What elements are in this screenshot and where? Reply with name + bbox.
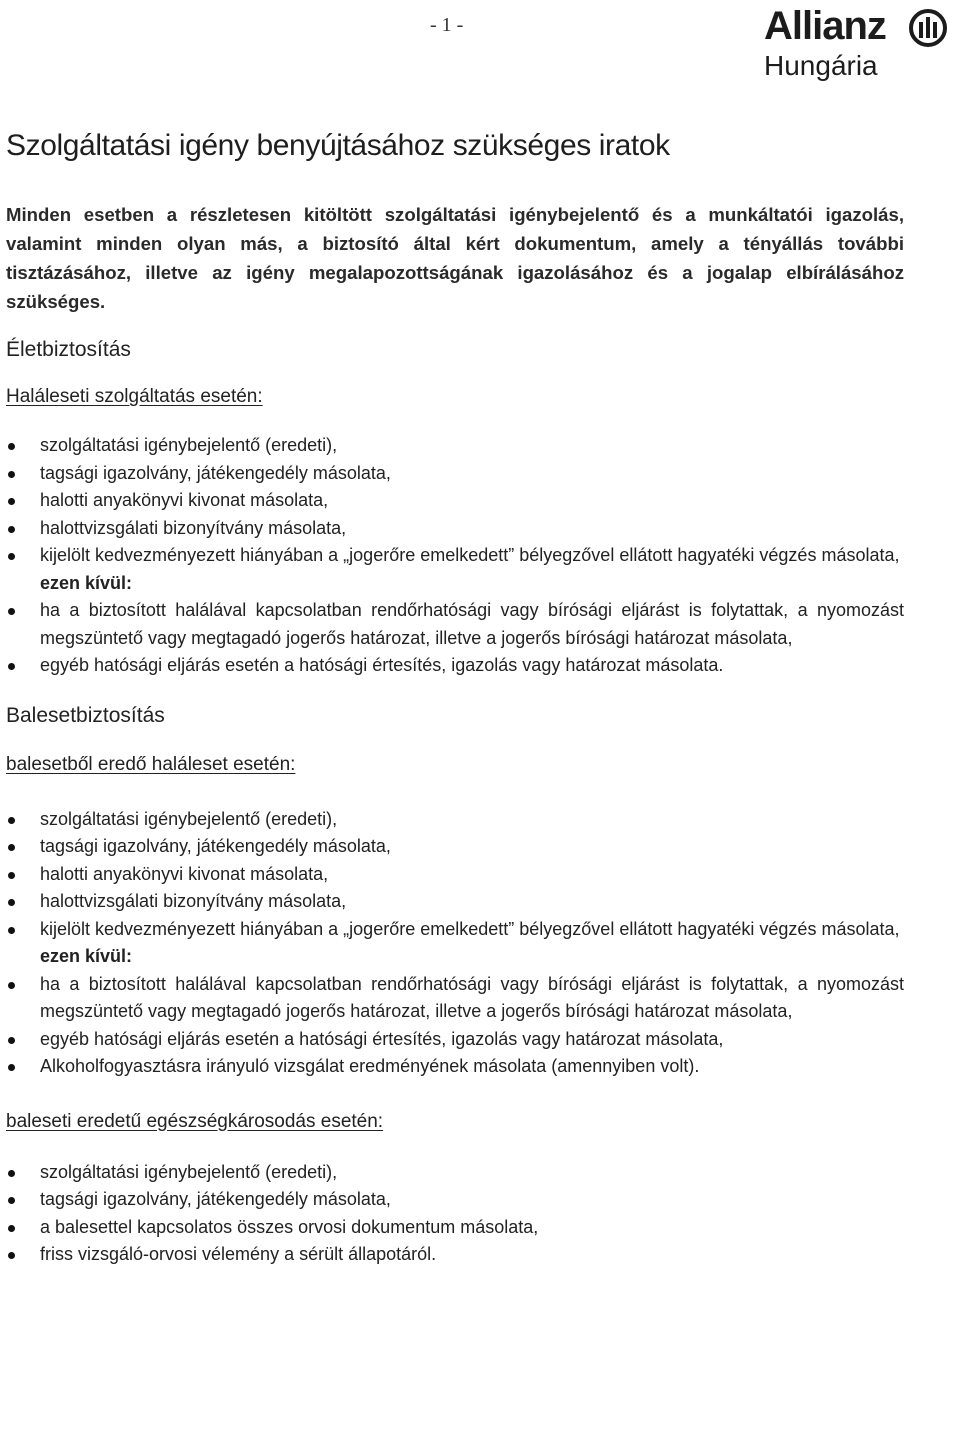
list-item: tagsági igazolvány, játékengedély másolata, bbox=[6, 1186, 904, 1214]
allianz-eagle-icon bbox=[908, 8, 948, 48]
list-item: halotti anyakönyvi kivonat másolata, bbox=[6, 487, 904, 515]
list-item: egyéb hatósági eljárás esetén a hatósági értesítés, igazolás vagy határozat másolata, bbox=[6, 1026, 904, 1054]
page-number: - 1 - bbox=[430, 14, 464, 36]
intro-paragraph: Minden esetben a részletesen kitöltött szolgáltatási igénybejelentő és a munkáltatói igazolás, valamint minden olyan más, a biztosító által kért dokumentum, amely a tényállás további tisztázásához, illetve az igény megalapozottságának igazolásához és a jogalap elbírálásához szükséges. bbox=[6, 204, 904, 312]
allianz-logo bbox=[762, 4, 954, 84]
document-list-egeszsegkarosodas bbox=[6, 1159, 904, 1269]
list-item: ha a biztosított halálával kapcsolatban rendőrhatósági vagy bírósági eljárást is folytattak, a nyomozást megszüntető vagy megtagadó jogerős határozat, illetve a jogerős bírósági határozat másolata, bbox=[6, 597, 904, 652]
list-item: kijelölt kedvezményezett hiányában a „jogerőre emelkedett” bélyegzővel ellátott hagyatéki végzés másolata, bbox=[6, 542, 904, 570]
list-note: ezen kívül: bbox=[40, 946, 133, 966]
subsection-title-baleseti-egeszsegkarosodas: baleseti eredetű egészségkárosodás esetén: bbox=[6, 1110, 384, 1132]
list-item: kijelölt kedvezményezett hiányában a „jogerőre emelkedett” bélyegzővel ellátott hagyatéki végzés másolata, bbox=[6, 916, 904, 944]
list-item: halotti anyakönyvi kivonat másolata, bbox=[6, 861, 904, 889]
logo-subtitle: Hungária bbox=[764, 50, 878, 81]
subsection-title-baleseti-halaleset: balesetből eredő haláleset esetén: bbox=[6, 753, 296, 775]
subsection-title-halaleseti: Haláleseti szolgáltatás esetén: bbox=[6, 386, 263, 407]
document-title: Szolgáltatási igény benyújtásához szükséges iratok bbox=[6, 129, 670, 162]
list-item: halottvizsgálati bizonyítvány másolata, bbox=[6, 888, 904, 916]
list-item: tagsági igazolvány, játékengedély másolata, bbox=[6, 833, 904, 861]
section-title-eletbiztositas: Életbiztosítás bbox=[6, 338, 131, 361]
list-item: halottvizsgálati bizonyítvány másolata, bbox=[6, 515, 904, 543]
list-item: szolgáltatási igénybejelentő (eredeti), bbox=[6, 432, 904, 460]
list-item: egyéb hatósági eljárás esetén a hatósági értesítés, igazolás vagy határozat másolata. bbox=[6, 652, 904, 680]
document-list-halaleseti bbox=[6, 432, 904, 680]
list-item: Alkoholfogyasztásra irányuló vizsgálat eredményének másolata (amennyiben volt). bbox=[6, 1053, 904, 1081]
list-item: friss vizsgáló-orvosi vélemény a sérült állapotáról. bbox=[6, 1241, 904, 1269]
list-item: szolgáltatási igénybejelentő (eredeti), bbox=[6, 1159, 904, 1187]
document-list-baleseti-halaleset bbox=[6, 806, 904, 1081]
list-item: a balesettel kapcsolatos összes orvosi dokumentum másolata, bbox=[6, 1214, 904, 1242]
section-title-balesetbiztositas: Balesetbiztosítás bbox=[6, 703, 165, 727]
list-item: ha a biztosított halálával kapcsolatban rendőrhatósági vagy bírósági eljárást is folytattak, a nyomozást megszüntető vagy megtagadó jogerős határozat, illetve a jogerős bírósági határozat másolata, bbox=[6, 971, 904, 1026]
document-body bbox=[6, 126, 904, 1269]
logo-wordmark: Allianz bbox=[764, 4, 886, 48]
list-item: szolgáltatási igénybejelentő (eredeti), bbox=[6, 806, 904, 834]
list-item: tagsági igazolvány, játékengedély másolata, bbox=[6, 460, 904, 488]
list-note: ezen kívül: bbox=[40, 572, 133, 593]
